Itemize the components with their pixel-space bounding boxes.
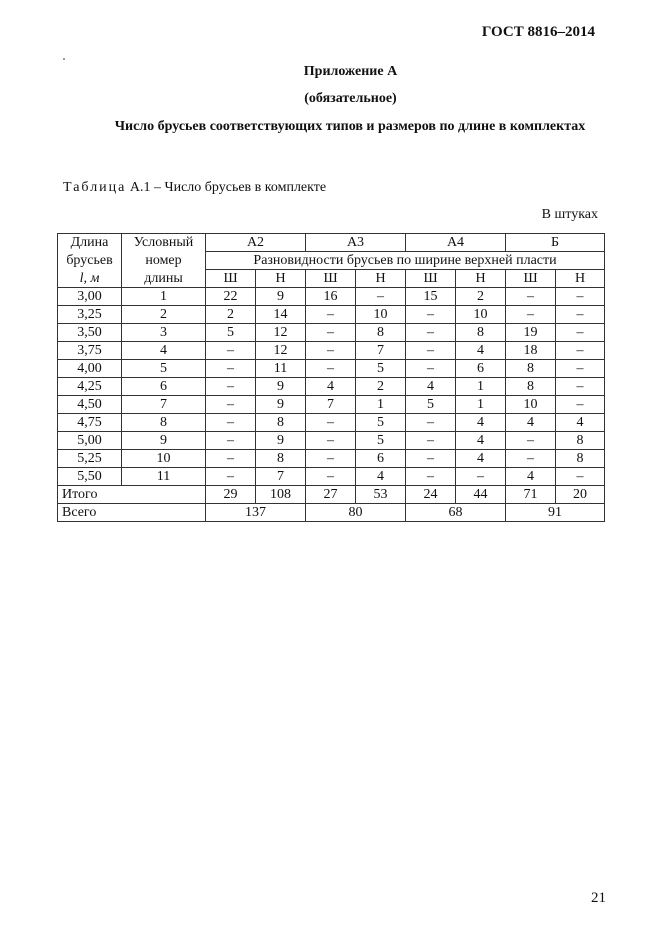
- count-cell: 4: [506, 468, 556, 486]
- count-cell: 4: [506, 414, 556, 432]
- length-cell: 4,50: [58, 396, 122, 414]
- count-cell: –: [206, 360, 256, 378]
- col2-header-line2: номер: [122, 252, 206, 270]
- length-number-cell: 3: [122, 324, 206, 342]
- subcol-a2-sh: Ш: [206, 270, 256, 288]
- length-number-cell: 8: [122, 414, 206, 432]
- subcol-b-n: Н: [556, 270, 605, 288]
- table-row: [58, 306, 605, 324]
- count-cell: –: [556, 360, 605, 378]
- count-cell: –: [556, 378, 605, 396]
- header-row-3: [58, 270, 605, 288]
- count-cell: –: [306, 432, 356, 450]
- table-row: [58, 396, 605, 414]
- itogo-value: 44: [456, 486, 506, 504]
- group-header-a4: А4: [406, 234, 506, 252]
- count-cell: –: [206, 432, 256, 450]
- col1-header-line3: l, м: [58, 270, 122, 288]
- length-cell: 3,50: [58, 324, 122, 342]
- count-cell: –: [306, 324, 356, 342]
- itogo-value: 108: [256, 486, 306, 504]
- count-cell: –: [206, 450, 256, 468]
- group-header-b: Б: [506, 234, 605, 252]
- count-cell: 22: [206, 288, 256, 306]
- count-cell: –: [406, 414, 456, 432]
- length-number-cell: 6: [122, 378, 206, 396]
- length-cell: 4,00: [58, 360, 122, 378]
- count-cell: –: [206, 468, 256, 486]
- count-cell: 15: [406, 288, 456, 306]
- count-cell: 4: [306, 378, 356, 396]
- itogo-row: [58, 486, 605, 504]
- count-cell: 8: [556, 432, 605, 450]
- count-cell: 9: [256, 378, 306, 396]
- count-cell: 9: [256, 432, 306, 450]
- count-cell: –: [506, 450, 556, 468]
- count-cell: –: [556, 468, 605, 486]
- table-row: [58, 432, 605, 450]
- count-cell: 9: [256, 396, 306, 414]
- col2-header-line3: длины: [122, 270, 206, 288]
- itogo-value: 27: [306, 486, 356, 504]
- length-cell: 3,75: [58, 342, 122, 360]
- count-cell: 4: [456, 414, 506, 432]
- count-cell: 2: [356, 378, 406, 396]
- count-cell: –: [506, 432, 556, 450]
- count-cell: –: [556, 396, 605, 414]
- vsego-label: Всего: [58, 504, 206, 522]
- table-caption: [63, 180, 326, 196]
- count-cell: –: [406, 432, 456, 450]
- count-cell: 12: [256, 324, 306, 342]
- length-cell: 4,75: [58, 414, 122, 432]
- table-row: [58, 342, 605, 360]
- count-cell: 14: [256, 306, 306, 324]
- data-table: [57, 233, 605, 522]
- table-row: [58, 360, 605, 378]
- itogo-label: Итого: [58, 486, 206, 504]
- count-cell: 12: [256, 342, 306, 360]
- length-cell: 3,00: [58, 288, 122, 306]
- count-cell: –: [206, 396, 256, 414]
- count-cell: –: [306, 468, 356, 486]
- count-cell: 19: [506, 324, 556, 342]
- length-number-cell: 7: [122, 396, 206, 414]
- count-cell: 7: [306, 396, 356, 414]
- appendix-heading: Число брусьев соответствующих типов и размеров по длине в комплектах: [114, 119, 586, 134]
- count-cell: –: [556, 342, 605, 360]
- count-cell: 10: [356, 306, 406, 324]
- length-number-cell: 11: [122, 468, 206, 486]
- table-row: [58, 324, 605, 342]
- length-number-cell: 9: [122, 432, 206, 450]
- count-cell: 5: [356, 414, 406, 432]
- subcol-a3-sh: Ш: [306, 270, 356, 288]
- count-cell: –: [306, 360, 356, 378]
- table-row: [58, 288, 605, 306]
- count-cell: –: [406, 342, 456, 360]
- count-cell: –: [406, 360, 456, 378]
- count-cell: 4: [456, 450, 506, 468]
- appendix-title: Приложение А: [303, 64, 398, 79]
- header-row-2: [58, 252, 605, 270]
- col2-header-line1: Условный: [122, 234, 206, 252]
- count-cell: 8: [506, 360, 556, 378]
- count-cell: –: [556, 306, 605, 324]
- count-cell: 11: [256, 360, 306, 378]
- count-cell: 8: [256, 414, 306, 432]
- page-number: 21: [591, 890, 606, 906]
- count-cell: –: [456, 468, 506, 486]
- subcol-b-sh: Ш: [506, 270, 556, 288]
- length-number-cell: 5: [122, 360, 206, 378]
- itogo-value: 20: [556, 486, 605, 504]
- vsego-row: [58, 504, 605, 522]
- length-number-cell: 10: [122, 450, 206, 468]
- length-cell: 3,25: [58, 306, 122, 324]
- subcol-a2-n: Н: [256, 270, 306, 288]
- count-cell: 7: [256, 468, 306, 486]
- table-caption-text: А.1 – Число брусьев в комплекте: [126, 180, 327, 195]
- group-header-a3: А3: [306, 234, 406, 252]
- count-cell: 16: [306, 288, 356, 306]
- count-cell: –: [356, 288, 406, 306]
- count-cell: –: [306, 450, 356, 468]
- count-cell: 18: [506, 342, 556, 360]
- length-cell: 5,50: [58, 468, 122, 486]
- table-caption-prefix: Таблица: [63, 180, 127, 195]
- length-number-cell: 2: [122, 306, 206, 324]
- standard-number: ГОСТ 8816–2014: [481, 24, 595, 40]
- count-cell: 4: [406, 378, 456, 396]
- count-cell: –: [556, 288, 605, 306]
- count-cell: 7: [356, 342, 406, 360]
- count-cell: 8: [506, 378, 556, 396]
- vsego-value: 137: [206, 504, 306, 522]
- count-cell: 8: [556, 450, 605, 468]
- count-cell: 4: [456, 432, 506, 450]
- units-label: В штуках: [541, 207, 598, 222]
- length-number-cell: 1: [122, 288, 206, 306]
- count-cell: –: [306, 414, 356, 432]
- count-cell: 5: [406, 396, 456, 414]
- count-cell: 1: [356, 396, 406, 414]
- count-cell: 1: [456, 396, 506, 414]
- length-cell: 5,25: [58, 450, 122, 468]
- count-cell: –: [556, 324, 605, 342]
- count-cell: 4: [556, 414, 605, 432]
- count-cell: 9: [256, 288, 306, 306]
- count-cell: 4: [356, 468, 406, 486]
- col1-header-line1: Длина: [58, 234, 122, 252]
- count-cell: –: [406, 324, 456, 342]
- count-cell: –: [306, 342, 356, 360]
- count-cell: –: [206, 378, 256, 396]
- count-cell: 2: [456, 288, 506, 306]
- count-cell: –: [406, 450, 456, 468]
- table-row: [58, 450, 605, 468]
- table-row: [58, 468, 605, 486]
- count-cell: 6: [456, 360, 506, 378]
- count-cell: –: [506, 288, 556, 306]
- itogo-value: 24: [406, 486, 456, 504]
- itogo-value: 29: [206, 486, 256, 504]
- table-row: [58, 414, 605, 432]
- group-header-a2: А2: [206, 234, 306, 252]
- count-cell: –: [406, 468, 456, 486]
- subcol-a3-n: Н: [356, 270, 406, 288]
- length-number-cell: 4: [122, 342, 206, 360]
- count-cell: 8: [256, 450, 306, 468]
- subcol-a4-sh: Ш: [406, 270, 456, 288]
- length-cell: 4,25: [58, 378, 122, 396]
- vsego-value: 91: [506, 504, 605, 522]
- count-cell: –: [206, 342, 256, 360]
- itogo-value: 53: [356, 486, 406, 504]
- length-cell: 5,00: [58, 432, 122, 450]
- count-cell: 5: [206, 324, 256, 342]
- count-cell: 1: [456, 378, 506, 396]
- appendix-status: (обязательное): [304, 91, 397, 106]
- col1-header-line2: брусьев: [58, 252, 122, 270]
- count-cell: –: [306, 306, 356, 324]
- count-cell: 10: [506, 396, 556, 414]
- vsego-value: 80: [306, 504, 406, 522]
- subheader: Разновидности брусьев по ширине верхней пласти: [206, 252, 605, 270]
- vsego-value: 68: [406, 504, 506, 522]
- count-cell: –: [206, 414, 256, 432]
- count-cell: 8: [456, 324, 506, 342]
- count-cell: –: [506, 306, 556, 324]
- count-cell: 8: [356, 324, 406, 342]
- itogo-value: 71: [506, 486, 556, 504]
- count-cell: 4: [456, 342, 506, 360]
- count-cell: 5: [356, 432, 406, 450]
- count-cell: 10: [456, 306, 506, 324]
- scan-speck: [63, 58, 65, 60]
- table-row: [58, 378, 605, 396]
- subcol-a4-n: Н: [456, 270, 506, 288]
- count-cell: 5: [356, 360, 406, 378]
- count-cell: –: [406, 306, 456, 324]
- header-row-1: [58, 234, 605, 252]
- count-cell: 2: [206, 306, 256, 324]
- count-cell: 6: [356, 450, 406, 468]
